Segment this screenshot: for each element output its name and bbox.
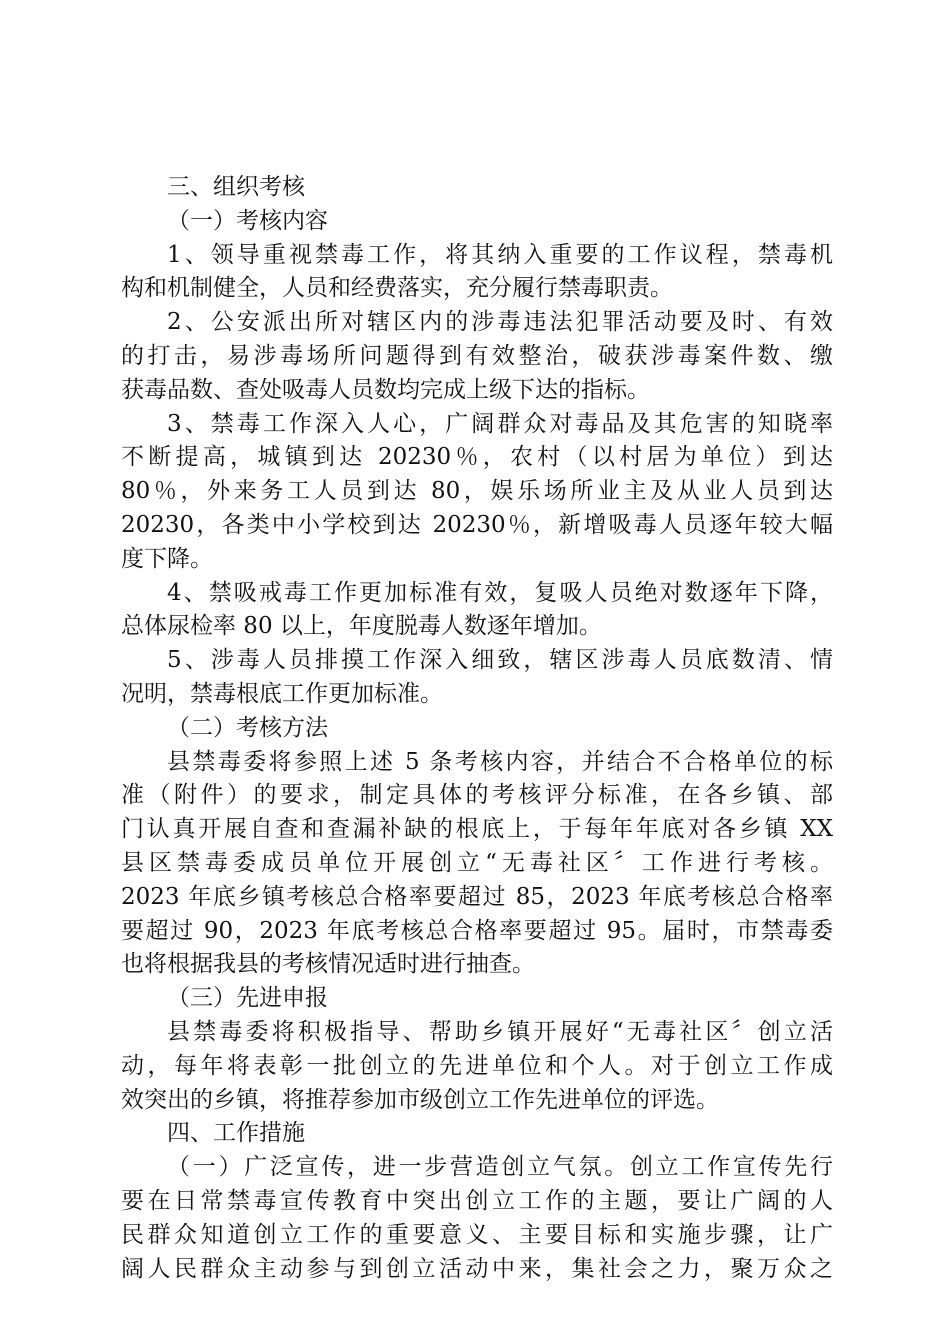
paragraph-line: （一）广泛宣传，进一步营造创立气氛。创立工作宣传先行: [167, 1154, 833, 1181]
paragraph-line: 要超过 90，2023 年底考核总合格率要超过 95。届时，市禁毒委: [121, 917, 833, 944]
paragraph-line: 20230，各类中小学校到达 20230％，新增吸毒人员逐年较大幅: [121, 511, 833, 538]
paragraph-line: 民群众知道创立工作的重要意义、主要目标和实施步骤，让广: [121, 1221, 833, 1248]
paragraph-line: 2、公安派出所对辖区内的涉毒违法犯罪活动要及时、有效: [167, 309, 833, 336]
paragraph-line: 80％，外来务工人员到达 80，娱乐场所业主及从业人员到达: [121, 478, 833, 505]
subsection-heading-2: （二）考核方法: [167, 714, 328, 741]
section-heading-4: 四、工作措施: [167, 1120, 305, 1147]
subsection-heading-1: （一）考核内容: [167, 207, 328, 234]
paragraph-line: 动，每年将表彰一批创立的先进单位和个人。对于创立工作成: [121, 1052, 833, 1079]
paragraph-line: 5、涉毒人员排摸工作深入细致，辖区涉毒人员底数清、情: [167, 647, 833, 674]
paragraph-line: 效突出的乡镇，将推荐参加市级创立工作先进单位的评选。: [121, 1086, 719, 1113]
paragraph-line: 县禁毒委将参照上述 5 条考核内容，并结合不合格单位的标: [167, 748, 833, 775]
document-body: [121, 171, 833, 1286]
paragraph-line: 度下降。: [121, 545, 213, 572]
paragraph-line: 总体尿检率 80 以上，年度脱毒人数逐年增加。: [121, 613, 602, 640]
subsection-heading-3: （三）先进申报: [167, 985, 328, 1012]
section-heading-3: 三、组织考核: [167, 174, 305, 200]
paragraph-line: 阔人民群众主动参与到创立活动中来，集社会之力，聚万众之: [121, 1255, 833, 1282]
paragraph-line: 不断提高，城镇到达 20230％，农村（以村居为单位）到达: [121, 444, 833, 471]
paragraph-line: 2023 年底乡镇考核总合格率要超过 85，2023 年底考核总合格率: [121, 883, 833, 910]
paragraph-line: 况明，禁毒根底工作更加标准。: [121, 680, 443, 707]
paragraph-line: 3、禁毒工作深入人心，广阔群众对毒品及其危害的知晓率: [167, 410, 833, 437]
paragraph-line: 获毒品数、查处吸毒人员数均完成上级下达的指标。: [121, 376, 650, 403]
paragraph-line: 准（附件）的要求，制定具体的考核评分标准，在各乡镇、部: [121, 782, 833, 809]
paragraph-line: 也将根据我县的考核情况适时进行抽查。: [121, 951, 535, 978]
paragraph-line: 1、领导重视禁毒工作，将其纳入重要的工作议程，禁毒机: [167, 241, 833, 268]
paragraph-line: 县禁毒委将积极指导、帮助乡镇开展好“无毒社区〞创立活: [167, 1018, 833, 1045]
paragraph-line: 构和机制健全，人员和经费落实，充分履行禁毒职责。: [121, 275, 673, 302]
paragraph-line: 县区禁毒委成员单位开展创立“无毒社区〞工作进行考核。: [121, 849, 833, 876]
paragraph-line: 门认真开展自查和查漏补缺的根底上，于每年年底对各乡镇 XX: [121, 816, 833, 843]
paragraph-line: 4、禁吸戒毒工作更加标准有效，复吸人员绝对数逐年下降，: [167, 579, 833, 606]
paragraph-line: 要在日常禁毒宣传教育中突出创立工作的主题，要让广阔的人: [121, 1187, 833, 1214]
paragraph-line: 的打击，易涉毒场所问题得到有效整治，破获涉毒案件数、缴: [121, 342, 833, 369]
